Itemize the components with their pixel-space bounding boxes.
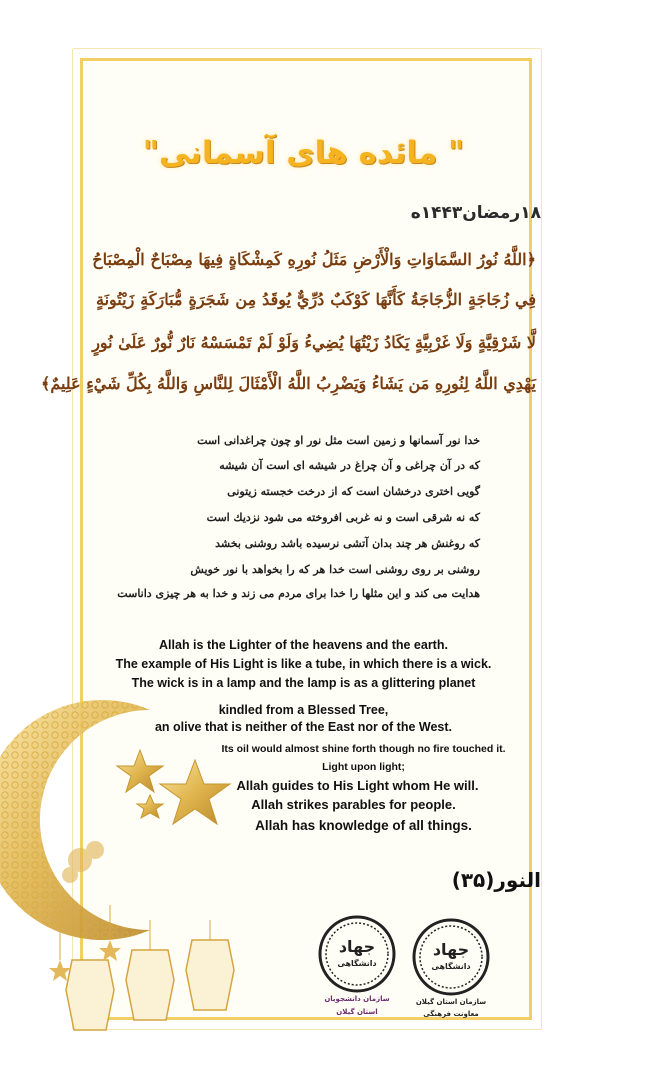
persian-line: روشنی بر روی روشنی است خدا هر كه را بخواهد با نور خویش [190,563,480,576]
persian-line: كه در آن چراغی و آن چراغ در شیشه ای است آن شیشه [219,459,480,472]
page-title: " مائده های آسمانی" [142,135,465,171]
logo-sub: دانشگاهی [337,959,377,968]
persian-line: خدا نور آسمانها و زمین است مثل نور او چون چراغدانی است [197,434,480,447]
logo-caption: سازمان استان گیلان [415,998,487,1006]
verse-line: يَهْدِي اللَّهُ لِنُورِهِ مَن يَشَاءُ وَيَضْرِبُ اللَّهُ الْأَمْثَالَ لِلنَّاسِ وَاللَّهُ بِكُلِّ شَيْءٍ عَلِيمٌ﴾ [40,374,536,393]
verse-line: لَّا شَرْقِيَّةٍ وَلَا غَرْبِيَّةٍ يَكَادُ زَيْتُهَا يُضِيءُ وَلَوْ لَمْ تَمْسَسْهُ نَارٌ نُّورٌ عَلَىٰ نُورٍ [92,333,536,352]
persian-line: كه روغنش هر چند بدان آتشی نرسیده باشد روشنی بخشد [215,537,480,550]
lantern-icon [66,940,234,1030]
jahad-logo-left [318,915,396,993]
logo-name: جهاد [432,940,470,959]
logo-sub: دانشگاهی [431,962,471,971]
english-line: The example of His Light is like a tube, in which there is a wick. [115,657,492,671]
verse-line: ﴿اللَّهُ نُورُ السَّمَاوَاتِ وَالْأَرْضِ مَثَلُ نُورِهِ كَمِشْكَاةٍ فِيهَا مِصْبَاحٌ الْمِصْبَاحُ [92,250,536,269]
english-line: Light upon light; [322,761,405,773]
logo-caption: معاونت فرهنگی [423,1010,479,1018]
logo-caption: استان گیلان [336,1008,378,1016]
english-line: Allah has knowledge of all things. [255,818,472,833]
verse-line: فِي زُجَاجَةٍ الزُّجَاجَةُ كَأَنَّهَا كَوْكَبٌ دُرِّيٌّ يُوقَدُ مِن شَجَرَةٍ مُّبَارَكَةٍ زَيْتُونَةٍ [96,290,536,309]
logo-caption: سازمان دانشجویان [324,995,390,1003]
logo-name: جهاد [338,937,376,956]
persian-line: هدایت می كند و این مثلها را خدا برای مردم می زند و خدا به هر چیزی داناست [117,587,480,600]
crescent-moon-decoration [0,690,260,1070]
persian-line: كه نه شرقی است و نه غربی افروخته می شود نزدیك است [206,511,480,524]
english-line: Allah strikes parables for people. [251,797,456,812]
english-line: Its oil would almost shine forth though no fire touched it. [221,743,506,755]
english-line: Allah guides to His Light whom He will. [236,778,479,793]
english-line: an olive that is neither of the East nor of the West. [154,720,453,734]
english-line: Allah is the Lighter of the heavens and the earth. [159,638,448,652]
star-icon [117,750,230,824]
surah-reference: النور(۳۵) [451,868,541,892]
english-line: The wick is in a lamp and the lamp is as a glittering planet [131,676,476,690]
date-label: ۱۸رمضان۱۴۴۳ه [410,203,541,223]
persian-line: گویی اختری درخشان است كه از درخت خجسته زیتونی [227,485,480,498]
english-line: kindled from a Blessed Tree, [218,703,389,717]
jahad-logo-right [412,918,490,996]
